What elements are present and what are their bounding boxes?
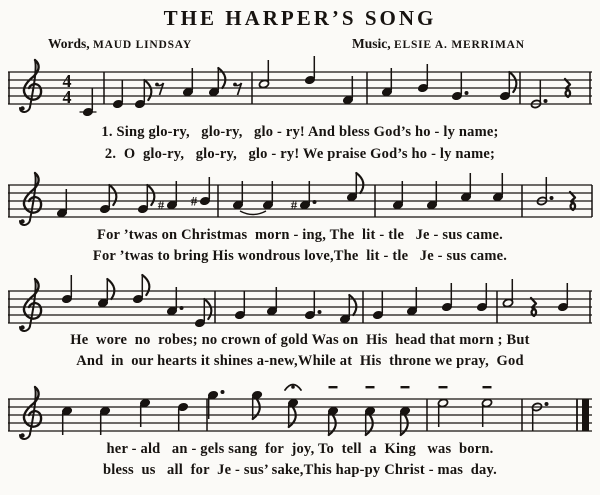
note-quarter <box>112 80 123 109</box>
augmentation-dot <box>545 402 549 406</box>
augmentation-dot <box>313 200 317 204</box>
note-quarter <box>417 64 428 93</box>
note-quarter <box>177 402 188 431</box>
augmentation-dot <box>180 306 184 310</box>
eighth-flag <box>349 295 356 315</box>
eighth-flag <box>218 68 225 88</box>
eighth-flag <box>142 275 149 295</box>
augmentation-dot <box>318 310 322 314</box>
time-signature: 4 <box>62 87 72 107</box>
lyric-line: bless us all for Je - sus’ sake,This hap-py Christ - mas day. <box>103 462 497 478</box>
note-quarter <box>80 88 97 117</box>
note-eighth <box>285 385 301 428</box>
final-barline-thick <box>582 399 589 432</box>
note-eighth <box>346 173 363 202</box>
lyric-line: 1. Sing glo-ry, glo-ry, glo - ry! And bless God’s ho - ly name; <box>101 124 499 140</box>
music-credit-label: Music, <box>352 36 391 51</box>
note-half <box>502 279 513 308</box>
sharp-accidental: # <box>190 193 198 209</box>
note-quarter <box>492 173 503 202</box>
tenuto-mark <box>366 386 375 388</box>
note-eighth <box>399 386 410 435</box>
note-eighth <box>364 386 375 435</box>
tie-arc <box>240 211 266 215</box>
words-credit-name: MAUD LINDSAY <box>93 39 192 51</box>
eighth-rest <box>155 83 163 95</box>
sharp-accidental: # <box>157 197 165 213</box>
lyric-line: He wore no robes; no crown of gold Was on His head that morn ; But <box>70 332 530 348</box>
lyric-line: For ’twas on Christmas morn - ing, The lit - tle Je - sus came. <box>97 227 503 243</box>
note-half-dotted <box>531 402 548 431</box>
augmentation-dot <box>465 91 469 95</box>
eighth-flag <box>329 415 336 435</box>
augmentation-dot <box>550 196 554 200</box>
note-quarter <box>372 291 383 320</box>
tenuto-mark <box>439 386 448 388</box>
music-credit-name: ELSIE A. MERRIMAN <box>394 39 525 51</box>
note-quarter <box>460 173 471 202</box>
eighth-flag <box>253 399 260 419</box>
eighth-flag <box>204 299 211 319</box>
eighth-flag <box>147 185 154 205</box>
lyric-line: For ’twas to bring His wondrous love,The lit - tle Je - sus came. <box>92 248 508 264</box>
note-quarter-dotted <box>291 181 317 213</box>
eighth-flag <box>356 173 363 193</box>
sharp-accidental: # <box>290 197 298 213</box>
eighth-flag <box>289 407 296 427</box>
tenuto-mark <box>329 386 338 388</box>
eighth-flag <box>109 185 116 205</box>
words-credit-label: Words, <box>48 36 90 51</box>
lyric-line: her - ald an - gels sang for joy, To tell a King was born. <box>106 441 494 457</box>
tenuto-mark <box>483 386 492 388</box>
note-eighth <box>327 386 338 435</box>
note-quarter <box>557 283 568 312</box>
note-quarter <box>441 283 452 312</box>
note-quarter <box>61 275 72 304</box>
eighth-flag <box>366 415 373 435</box>
note-half <box>258 60 269 89</box>
eighth-flag <box>401 415 408 435</box>
eighth-flag <box>144 80 151 100</box>
tenuto-mark <box>401 386 410 388</box>
augmentation-dot <box>221 390 225 394</box>
note-eighth <box>97 279 114 308</box>
time-signature: 4 <box>62 71 72 91</box>
fermata-dot <box>291 385 295 389</box>
eighth-rest <box>233 83 241 95</box>
note-quarter <box>158 181 178 213</box>
note-quarter <box>476 283 487 312</box>
lyric-line: 2. O glo-ry, glo-ry, glo - ry! We praise God’s ho - ly name; <box>104 146 496 162</box>
augmentation-dot <box>544 99 548 103</box>
page-title: THE HARPER’S SONG <box>163 6 437 30</box>
note-quarter <box>304 56 315 85</box>
eighth-flag <box>107 279 114 299</box>
note-quarter <box>234 291 245 320</box>
lyric-line: And in our hearts it shines a-new,While at His throne we pray, God <box>76 353 524 369</box>
eighth-flag <box>509 72 516 92</box>
